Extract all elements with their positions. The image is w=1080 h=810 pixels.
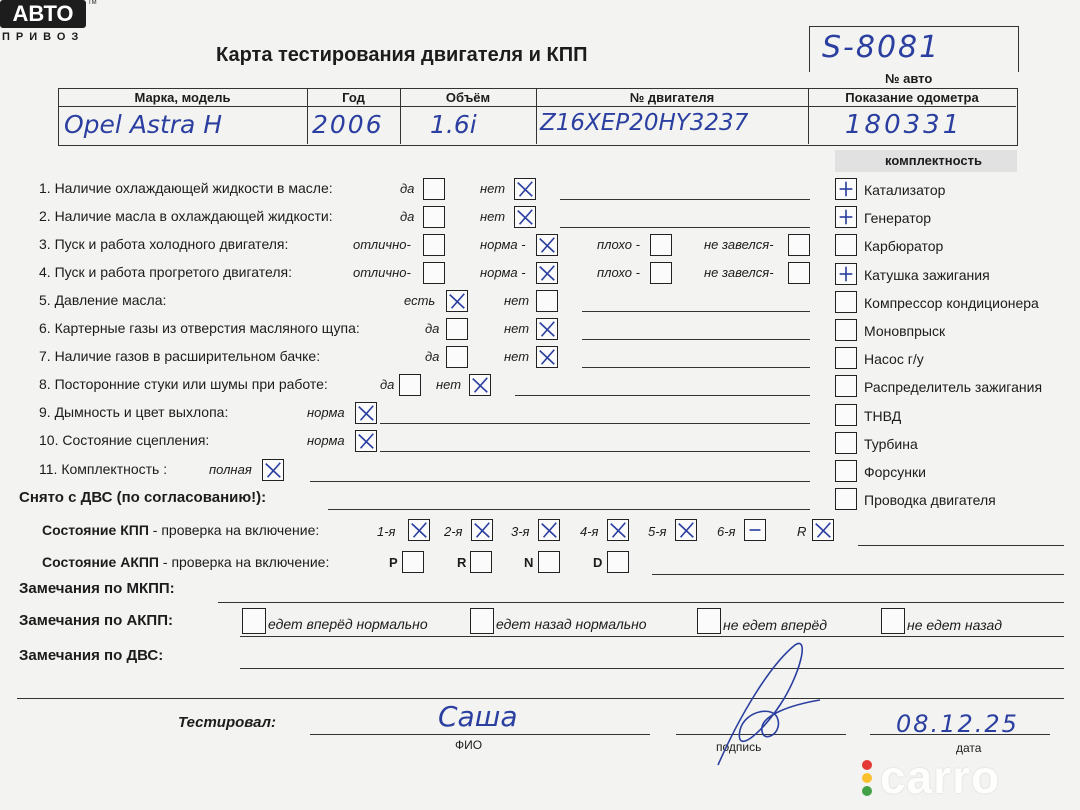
complect-checkbox[interactable] [835,432,857,454]
gear-checkbox[interactable] [744,519,766,541]
opt-label: полная [209,462,252,477]
checkbox-4-ploho[interactable] [650,262,672,284]
checkbox-6-net[interactable] [536,318,558,340]
complect-checkbox[interactable] [835,319,857,341]
checkbox-8-net[interactable] [469,374,491,396]
remarks-line [218,602,1064,603]
checkbox-7-net[interactable] [536,346,558,368]
remarks-line [17,698,1064,699]
value-year: 2006 [312,110,384,139]
answer-line [515,395,810,396]
snyato-label: Снято с ДВС (по согласованию!): [19,489,267,506]
answer-line [582,339,810,340]
item-6: 6. Картерные газы из отверстия масляного щупа: [39,320,360,336]
doc-number: S-8081 [822,30,941,65]
opt-label: плохо - [597,265,640,280]
checkbox-4-norma[interactable] [536,262,558,284]
date-label: дата [956,741,982,755]
plus-mark-icon [836,264,856,284]
checkbox-3-norma[interactable] [536,234,558,256]
item-2: 2. Наличие масла в охлаждающей жидкости: [39,208,333,224]
complect-label: Компрессор кондиционера [864,294,1039,311]
opt-label: норма - [480,265,526,280]
checkbox-11-polnaya[interactable] [262,459,284,481]
cross-mark-icon [537,347,557,367]
akpp-label [42,554,329,570]
watermark [862,751,1062,803]
opt-label: отлично- [353,265,411,280]
logo-tm: TM [88,0,97,6]
complect-checkbox[interactable] [835,347,857,369]
plus-mark-icon [836,179,856,199]
checkbox-4-ne-zavelsya[interactable] [788,262,810,284]
header-odometer: Показание одометра [845,90,979,105]
complect-label: Генератор [864,210,932,227]
gear-label: 2-я [444,524,463,539]
checkbox-5-net[interactable] [536,290,558,312]
checkbox-1-net[interactable] [514,178,536,200]
complect-checkbox[interactable] [835,234,857,256]
cross-mark-icon [470,375,490,395]
item-3: 3. Пуск и работа холодного двигателя: [39,236,289,252]
traffic-light-icon [862,760,874,800]
item-4: 4. Пуск и работа прогретого двигателя: [39,264,292,280]
value-model: Opel Astra H [64,110,223,139]
opt-label: нет [504,321,530,336]
checkbox-5-est[interactable] [446,290,468,312]
opt-label: нет [480,181,506,196]
item-8: 8. Посторонние стуки или шумы при работе: [39,376,328,392]
cross-mark-icon [537,319,557,339]
checkbox-4-otlichno[interactable] [423,262,445,284]
cross-mark-icon [356,431,376,451]
checkbox-8-da[interactable] [399,374,421,396]
plus-mark-icon [836,207,856,227]
header-engine: № двигателя [629,90,715,105]
cross-mark-icon [515,207,535,227]
remarks-line [240,636,1064,637]
opt-label: да [425,321,440,336]
checkbox-3-otlichno[interactable] [423,234,445,256]
gear-checkbox[interactable] [408,519,430,541]
complect-checkbox[interactable] [835,263,857,285]
checkbox-6-da[interactable] [446,318,468,340]
complect-label: Катализатор [864,182,946,198]
fio-label: ФИО [455,738,483,752]
value-odometer: 180331 [845,110,963,140]
akpp-option-no-backward-box[interactable] [881,608,905,634]
header-row-line [58,106,1016,107]
akpp-position-label: D [593,555,603,570]
item-9: 9. Дымность и цвет выхлопа: [39,404,229,420]
checkbox-7-da[interactable] [446,346,468,368]
akpp-option-no-backward: не едет назад [907,617,1002,633]
opt-label: да [425,349,440,364]
cross-mark-icon [813,520,833,540]
kpp-label [42,522,319,538]
logo-bottom: ПРИВОЗ [2,31,85,43]
akpp-option-backward-box[interactable] [470,608,494,634]
opt-label: не завелся- [704,265,774,280]
date-value: 08.12.25 [896,710,1019,738]
gear-checkbox[interactable] [607,519,629,541]
answer-line [652,574,1064,575]
answer-line [310,481,810,482]
signature-line [310,734,650,735]
cross-mark-icon [515,179,535,199]
logo [0,0,97,46]
opt-label: норма [307,405,345,420]
complect-checkbox[interactable] [835,206,857,228]
opt-label: да [380,377,395,392]
item-7: 7. Наличие газов в расширительном бачке: [39,348,321,364]
complect-title: комплектность [885,153,982,168]
gear-label: 1-я [377,524,396,539]
cross-mark-icon [447,291,467,311]
opt-label: норма - [480,237,526,252]
gear-label: 4-я [580,524,599,539]
value-engine: Z16XEP20HY3237 [540,110,749,136]
gear-label: 3-я [511,524,530,539]
answer-line [380,423,810,424]
akpp-label-bold: Состояние АКПП [42,554,159,570]
opt-label: нет [504,293,530,308]
complect-checkbox[interactable] [835,375,857,397]
opt-label: нет [504,349,530,364]
header-year: Год [342,90,365,105]
cross-mark-icon [608,520,628,540]
opt-label: норма [307,433,345,448]
cross-mark-icon [537,235,557,255]
akpp-option-forward-box[interactable] [242,608,266,634]
cross-mark-icon [539,520,559,540]
checkbox-3-ploho[interactable] [650,234,672,256]
tested-label: Тестировал: [178,714,276,731]
page-title: Карта тестирования двигателя и КПП [216,44,588,66]
complect-label: Турбина [864,435,918,452]
header-model: Марка, модель [134,90,231,105]
logo-top: АВТО [0,0,86,28]
answer-line [582,311,810,312]
akpp-option-forward: едет вперёд нормально [268,616,428,632]
akpp-option-no-forward-box[interactable] [697,608,721,634]
complect-checkbox[interactable] [835,291,857,313]
gear-label: 5-я [648,524,667,539]
opt-label: да [400,209,415,224]
gear-label: 6-я [717,524,736,539]
item-1: 1. Наличие охлаждающей жидкости в масле: [39,180,333,196]
checkbox-9-norma[interactable] [355,402,377,424]
answer-line [560,227,810,228]
watermark-text: carro [880,751,1001,803]
answer-line [858,545,1064,546]
signature-label: подпись [716,740,762,754]
item-10: 10. Состояние сцепления: [39,432,210,448]
checkbox-10-norma[interactable] [355,430,377,452]
car-no-label: № авто [885,71,933,86]
answer-line [560,199,810,200]
kpp-label-rest: - проверка на включение: [148,522,320,538]
signature [700,635,830,780]
answer-line [582,367,810,368]
value-volume: 1.6i [430,110,477,139]
item-5: 5. Давление масла: [39,292,167,308]
answer-line [380,451,810,452]
checkbox-3-ne-zavelsya[interactable] [788,234,810,256]
complect-label: Распределитель зажигания [864,379,1043,396]
tester-name: Саша [438,700,518,733]
akpp-position-checkbox[interactable] [607,551,629,573]
checkbox-2-da[interactable] [423,206,445,228]
akpp-position-checkbox[interactable] [538,551,560,573]
gear-checkbox[interactable] [538,519,560,541]
opt-label: нет [436,377,462,392]
cross-mark-icon [409,520,429,540]
item-11: 11. Комплектность : [39,461,168,477]
akpp-position-checkbox[interactable] [470,551,492,573]
complect-label: ТНВД [864,407,902,424]
opt-label: плохо - [597,237,640,252]
gear-checkbox[interactable] [471,519,493,541]
kpp-label-bold: Состояние КПП [42,522,149,538]
remarks-line [240,668,1064,669]
signature-line [870,734,1050,735]
remarks-akpp-label: Замечания по АКПП: [19,612,173,629]
dash-mark-icon [745,520,765,540]
opt-label: отлично- [353,237,411,252]
opt-label: не завелся- [704,237,774,252]
checkbox-1-da[interactable] [423,178,445,200]
checkbox-2-net[interactable] [514,206,536,228]
complect-label: Форсунки [864,464,926,480]
complect-checkbox[interactable] [835,488,857,510]
opt-label: нет [480,209,506,224]
answer-line [328,509,810,510]
gear-label: R [797,524,807,539]
akpp-label-rest: - проверка на включение: [159,554,330,570]
opt-label: да [400,181,415,196]
akpp-position-label: P [389,555,398,570]
cross-mark-icon [263,460,283,480]
complect-label: Насос г/у [864,351,924,368]
cross-mark-icon [472,520,492,540]
header-volume: Объём [445,90,491,105]
complect-label: Катушка зажигания [864,266,990,283]
complect-label: Проводка двигателя [864,492,996,509]
gear-checkbox[interactable] [675,519,697,541]
complect-label: Моновпрыск [864,323,946,339]
akpp-position-label: N [524,555,534,570]
complect-label: Карбюратор [864,238,944,255]
remarks-mkpp-label: Замечания по МКПП: [19,580,175,597]
akpp-position-checkbox[interactable] [402,551,424,573]
akpp-position-label: R [457,555,467,570]
akpp-option-backward: едет назад нормально [496,616,647,632]
gear-checkbox[interactable] [812,519,834,541]
complect-checkbox[interactable] [835,460,857,482]
remarks-dvs-label: Замечания по ДВС: [19,647,164,664]
akpp-option-no-forward: не едет вперёд [723,617,828,633]
opt-label: есть [404,293,436,308]
cross-mark-icon [356,403,376,423]
complect-checkbox[interactable] [835,404,857,426]
cross-mark-icon [676,520,696,540]
cross-mark-icon [537,263,557,283]
complect-checkbox[interactable] [835,178,857,200]
